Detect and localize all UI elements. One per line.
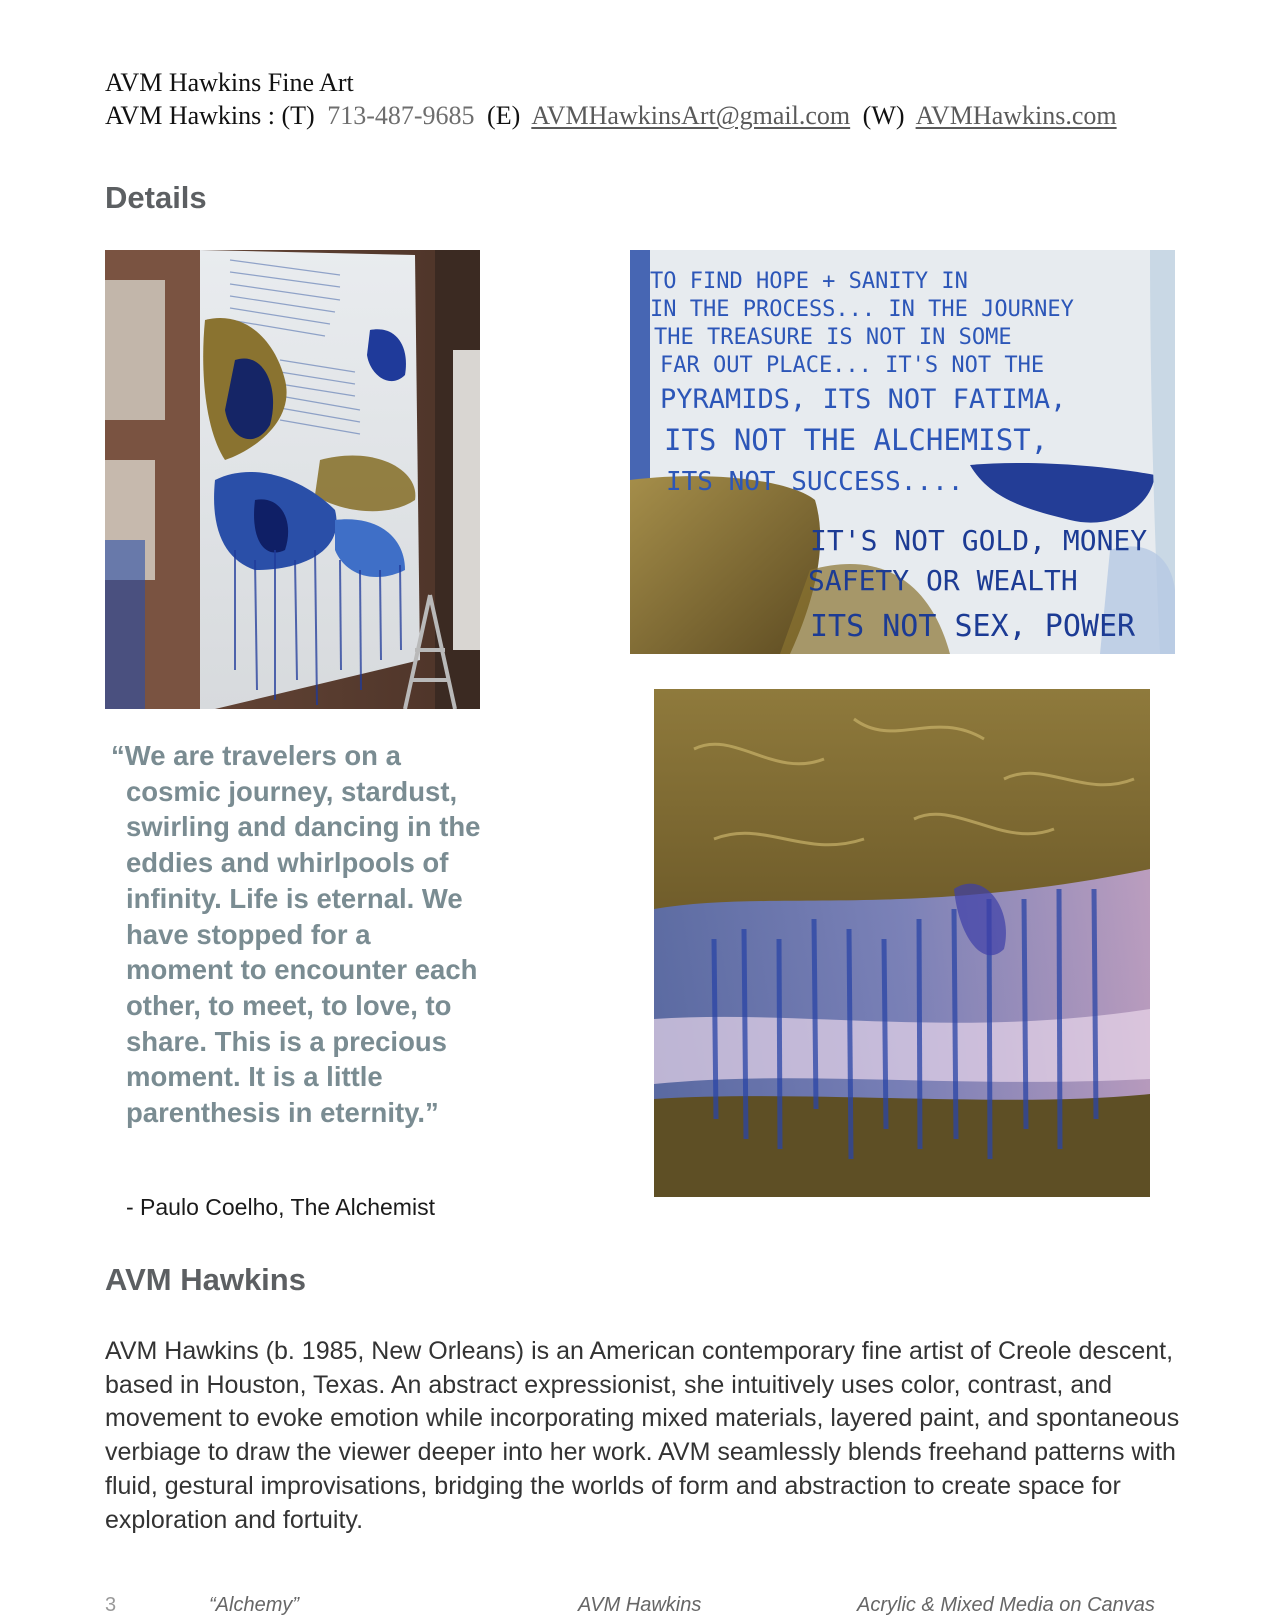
footer-artwork-title: “Alchemy” bbox=[209, 1594, 300, 1615]
text-detail-image bbox=[630, 250, 1175, 654]
studio-photo bbox=[105, 250, 480, 709]
painted-line: IT'S NOT GOLD, MONEY bbox=[810, 524, 1148, 557]
contact-line bbox=[105, 99, 1117, 132]
colon: : bbox=[267, 101, 275, 130]
painted-line: ITS NOT THE ALCHEMIST, bbox=[664, 423, 1049, 457]
pull-quote bbox=[111, 738, 481, 1131]
letterhead bbox=[105, 66, 1117, 132]
page-number: 3 bbox=[105, 1594, 117, 1615]
abstract-detail-image bbox=[654, 689, 1150, 1197]
quote-attribution: - Paulo Coelho, The Alchemist bbox=[126, 1194, 435, 1220]
website-link[interactable]: AVMHawkins.com bbox=[915, 101, 1117, 130]
text-detail-photo bbox=[630, 250, 1175, 654]
company-name: AVM Hawkins Fine Art bbox=[105, 68, 354, 97]
painted-line: FAR OUT PLACE... IT'S NOT THE bbox=[660, 353, 1045, 378]
painted-line: SAFETY OR WEALTH bbox=[808, 564, 1078, 597]
email-link[interactable]: AVMHawkinsArt@gmail.com bbox=[531, 101, 851, 130]
painted-line: ITS NOT SUCCESS.... bbox=[666, 467, 964, 497]
painted-line: IN THE PROCESS... IN THE JOURNEY bbox=[650, 297, 1074, 322]
details-heading: Details bbox=[105, 180, 207, 215]
phone-number: 713-487-9685 bbox=[327, 101, 475, 130]
tel-label: (T) bbox=[281, 101, 315, 130]
painted-line: ITS NOT SEX, POWER bbox=[810, 609, 1136, 644]
bio-paragraph: AVM Hawkins (b. 1985, New Orleans) is an American contemporary fine artist of Creole descent, based in Houston, Texas. An abstract expressionist, she intuitively uses color, contrast, and movement to evoke emotion while incorporating mixed materials, layered paint, and spontaneous verbiage to draw the viewer deeper into her work. AVM seamlessly blends freehand patterns with fluid, gestural improvisations, bridging the worlds of form and abstraction to create space for exploration and fortuity. bbox=[105, 1337, 1180, 1534]
quote-text: “We are travelers on a cosmic journey, stardust, swirling and dancing in the eddies and whirlpools of infinity. Life is eternal. We have stopped for a moment to encounter each other, to meet, to love, to share. This is a precious moment. It is a little parenthesis in eternity.” bbox=[111, 740, 481, 1129]
painted-line: PYRAMIDS, ITS NOT FATIMA, bbox=[660, 384, 1067, 415]
studio-photo-image bbox=[105, 250, 480, 709]
email-label: (E) bbox=[487, 101, 521, 130]
bio-heading: AVM Hawkins bbox=[105, 1262, 306, 1297]
footer-artist: AVM Hawkins bbox=[578, 1594, 702, 1615]
painted-line: THE TREASURE IS NOT IN SOME bbox=[654, 325, 1012, 350]
abstract-detail-photo bbox=[654, 689, 1150, 1197]
painted-line: TO FIND HOPE + SANITY IN bbox=[650, 269, 968, 294]
artist-name: AVM Hawkins bbox=[105, 101, 262, 130]
footer-medium: Acrylic & Mixed Media on Canvas bbox=[857, 1594, 1155, 1615]
web-label: (W) bbox=[862, 101, 905, 130]
